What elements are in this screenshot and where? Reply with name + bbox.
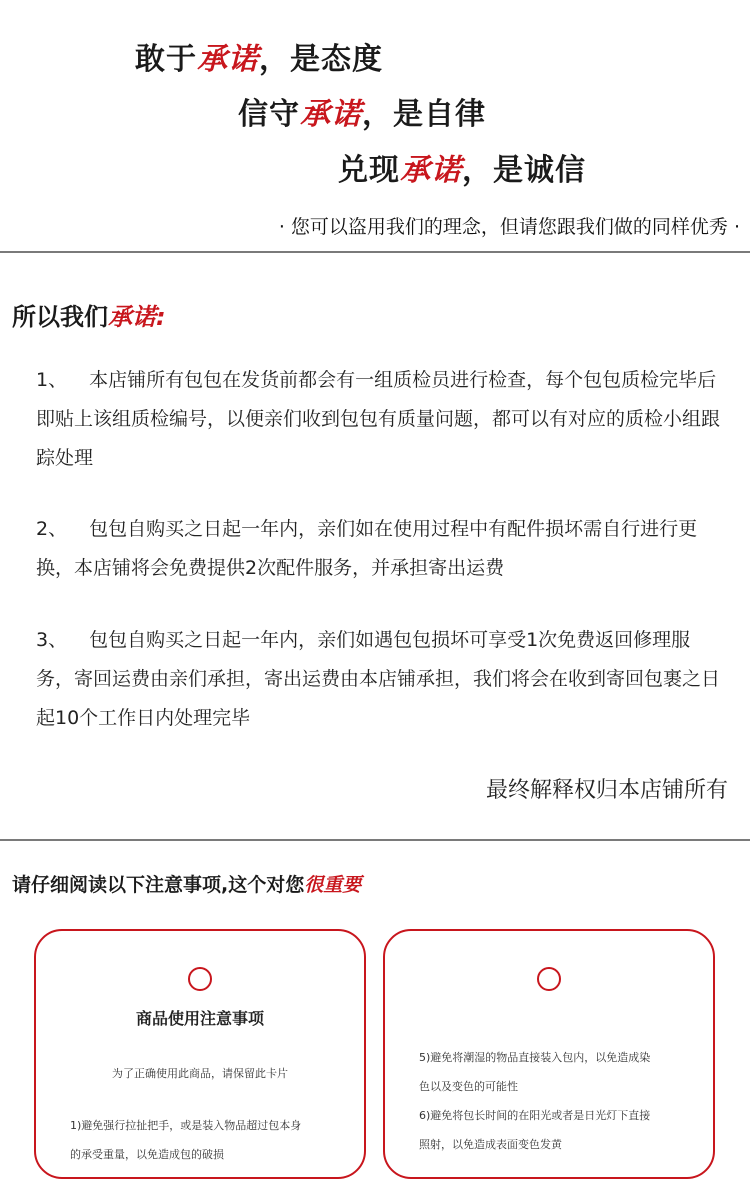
slogan-highlight: 承诺 xyxy=(197,42,259,77)
divider xyxy=(0,251,750,253)
tagline: · 您可以盗用我们的理念，但请您跟我们做的同样优秀 · xyxy=(278,216,740,238)
card-line: 1)避免强行拉扯把手，或是装入物品超过包本身 xyxy=(70,1119,302,1132)
item-text: 包包自购买之日起一年内，亲们如遇包包损坏可享受1次免费返回修理服务，寄回运费由亲们承担，寄出运费由本店铺承担，我们将会在收到寄回包裹之日起10个工作日内处理完毕 xyxy=(36,629,721,729)
card-line: 5)避免将潮湿的物品直接装入包内，以免造成染 xyxy=(419,1051,651,1064)
card-text xyxy=(70,1111,340,1169)
promise-item-1 xyxy=(36,361,726,478)
item-text: 包包自购买之日起一年内，亲们如在使用过程中有配件损坏需自行进行更换，本店铺将会免费提供2次配件服务，并承担寄出运费 xyxy=(36,518,698,579)
heading-highlight: 承诺: xyxy=(108,303,166,331)
card-title: 商品使用注意事项 xyxy=(135,1009,264,1028)
item-number: 3、 xyxy=(36,629,68,651)
slogan-line-2 xyxy=(238,89,486,133)
slogan-text: 敢于 xyxy=(135,42,197,77)
slogan-line-3 xyxy=(338,145,586,189)
slogan-text: ，是态度 xyxy=(259,42,383,77)
card-line: 照射，以免造成表面变色发黄 xyxy=(419,1138,562,1151)
card-subtitle: 为了正确使用此商品，请保留此卡片 xyxy=(112,1067,288,1080)
promise-item-3 xyxy=(36,621,726,738)
heading-text: 请仔细阅读以下注意事项,这个对您 xyxy=(12,874,305,896)
notice-card-1 xyxy=(34,929,366,1179)
item-number: 2、 xyxy=(36,518,68,540)
slogan-text: ，是自律 xyxy=(362,97,486,132)
item-number: 1、 xyxy=(36,369,68,391)
slogan-highlight: 承诺 xyxy=(300,97,362,132)
slogan-highlight: 承诺 xyxy=(400,153,462,188)
promise-item-2 xyxy=(36,510,726,588)
slogan-text: 兑现 xyxy=(338,153,400,188)
slogan-line-1 xyxy=(135,34,383,78)
divider xyxy=(0,839,750,841)
card-text xyxy=(419,1043,689,1159)
final-note: 最终解释权归本店铺所有 xyxy=(485,778,728,803)
card-line: 的承受重量，以免造成包的破损 xyxy=(70,1148,224,1161)
heading-text: 所以我们 xyxy=(12,303,108,331)
card-line: 色以及变色的可能性 xyxy=(419,1080,518,1093)
item-text: 本店铺所有包包在发货前都会有一组质检员进行检查，每个包包质检完毕后即贴上该组质检编号，以便亲们收到包包有质量问题，都可以有对应的质检小组跟踪处理 xyxy=(36,369,721,469)
card-line: 6)避免将包长时间的在阳光或者是日光灯下直接 xyxy=(419,1109,651,1122)
card-hole-icon xyxy=(188,967,212,991)
promise-heading xyxy=(12,297,166,332)
notice-card-2 xyxy=(383,929,715,1179)
card-hole-icon xyxy=(537,967,561,991)
notice-heading xyxy=(12,870,361,897)
slogan-text: 信守 xyxy=(238,97,300,132)
slogan-text: ，是诚信 xyxy=(462,153,586,188)
heading-highlight: 很重要 xyxy=(304,874,362,896)
